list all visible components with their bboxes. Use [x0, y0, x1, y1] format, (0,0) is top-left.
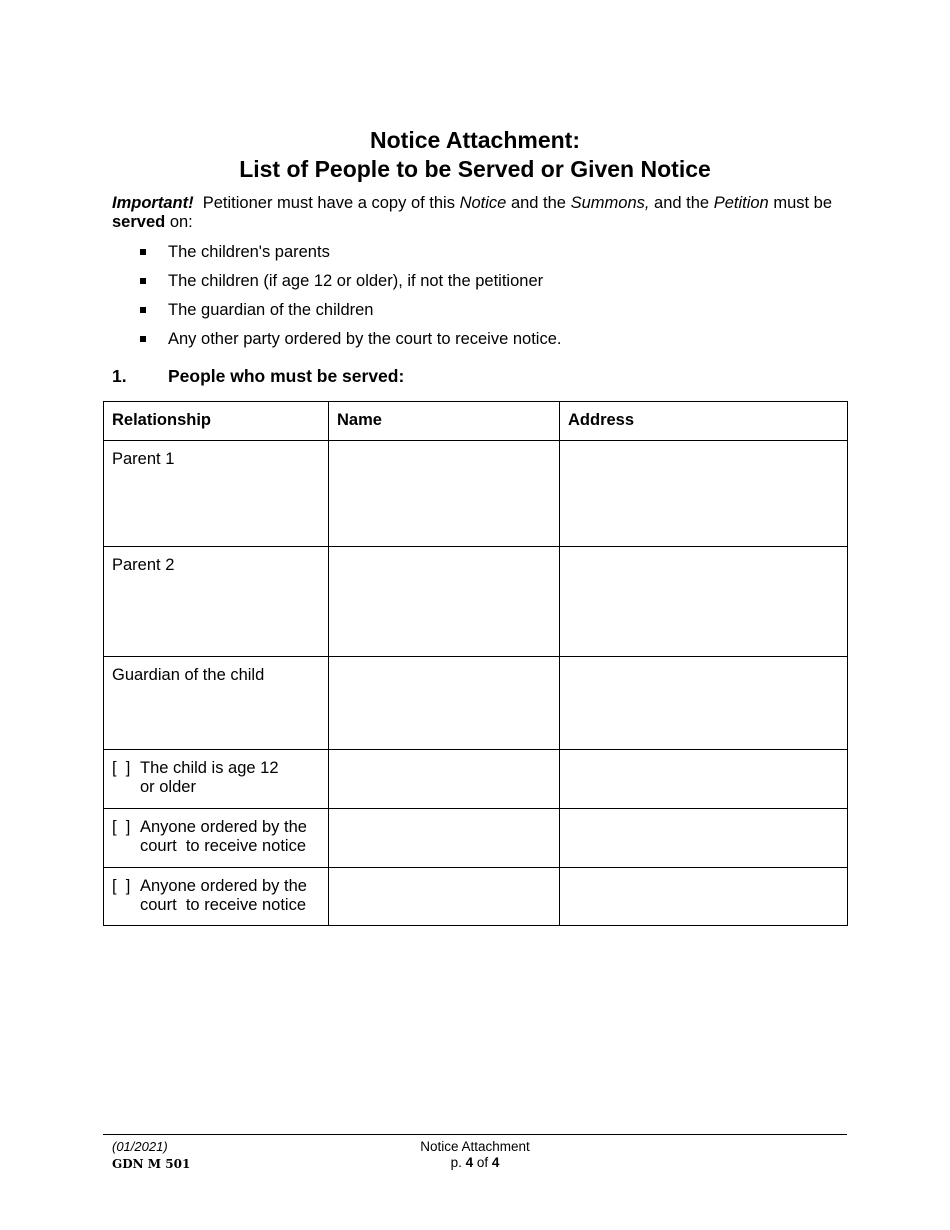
- important-text-2: and the: [510, 194, 566, 212]
- checkbox[interactable]: [ ]: [112, 759, 131, 777]
- checkbox[interactable]: [ ]: [112, 818, 131, 836]
- page-title: [0, 126, 950, 184]
- square-bullet-icon: [140, 278, 146, 284]
- relationship-label: Anyone ordered by the court to receive notice: [140, 818, 312, 855]
- important-text-1: Petitioner must have a copy of this: [202, 194, 455, 212]
- important-paragraph: [112, 194, 842, 232]
- footer-center: [375, 1139, 575, 1171]
- table-row: [104, 441, 848, 547]
- column-header-name: Name: [329, 402, 560, 441]
- relationship-cell: Parent 1: [104, 441, 329, 547]
- people-served-table: [103, 401, 848, 926]
- relationship-cell: [104, 868, 329, 926]
- important-text-5: on:: [169, 213, 193, 231]
- title-line-2: List of People to be Served or Given Notice: [239, 156, 711, 182]
- summons-term: Summons,: [570, 194, 650, 212]
- section-1-heading: [112, 365, 404, 387]
- relationship-cell: [104, 809, 329, 868]
- checkbox[interactable]: [ ]: [112, 877, 131, 895]
- important-lead: Important!: [112, 194, 194, 212]
- form-code: GDN M 501: [112, 1157, 191, 1171]
- name-field[interactable]: [329, 547, 560, 657]
- notice-term: Notice: [459, 194, 507, 212]
- address-field[interactable]: [560, 868, 848, 926]
- address-field[interactable]: [560, 441, 848, 547]
- important-text-3: and the: [654, 194, 710, 212]
- square-bullet-icon: [140, 307, 146, 313]
- name-field[interactable]: [329, 750, 560, 809]
- table-row: [104, 547, 848, 657]
- list-item: Any other party ordered by the court to receive notice.: [140, 328, 561, 357]
- petition-term: Petition: [713, 194, 769, 212]
- column-header-relationship: Relationship: [104, 402, 329, 441]
- address-field[interactable]: [560, 657, 848, 750]
- relationship-label: The child is age 12 or older: [140, 759, 279, 796]
- relationship-cell: Parent 2: [104, 547, 329, 657]
- name-field[interactable]: [329, 657, 560, 750]
- important-text-4: must be: [773, 194, 833, 212]
- form-date: (01/2021): [112, 1139, 168, 1154]
- name-field[interactable]: [329, 809, 560, 868]
- served-term: served: [112, 213, 166, 231]
- relationship-cell: Guardian of the child: [104, 657, 329, 750]
- name-field[interactable]: [329, 868, 560, 926]
- address-field[interactable]: [560, 750, 848, 809]
- table-row: [104, 657, 848, 750]
- relationship-label: Anyone ordered by the court to receive notice: [140, 877, 312, 914]
- table-header-row: [104, 402, 848, 441]
- list-item: The guardian of the children: [140, 299, 561, 328]
- address-field[interactable]: [560, 547, 848, 657]
- section-title: People who must be served:: [168, 366, 405, 386]
- table-row: [104, 809, 848, 868]
- table-row: [104, 750, 848, 809]
- form-name: Notice Attachment: [420, 1139, 530, 1154]
- address-field[interactable]: [560, 809, 848, 868]
- square-bullet-icon: [140, 336, 146, 342]
- title-line-1: Notice Attachment:: [370, 127, 580, 153]
- page-number: p. 4 of 4: [450, 1155, 500, 1170]
- relationship-cell: [104, 750, 329, 809]
- list-item: The children (if age 12 or older), if not the petitioner: [140, 270, 561, 299]
- footer-divider: [103, 1134, 847, 1135]
- section-number: 1.: [112, 366, 127, 386]
- square-bullet-icon: [140, 249, 146, 255]
- table-row: [104, 868, 848, 926]
- column-header-address: Address: [560, 402, 848, 441]
- list-item: The children's parents: [140, 241, 561, 270]
- served-on-list: [140, 241, 561, 357]
- name-field[interactable]: [329, 441, 560, 547]
